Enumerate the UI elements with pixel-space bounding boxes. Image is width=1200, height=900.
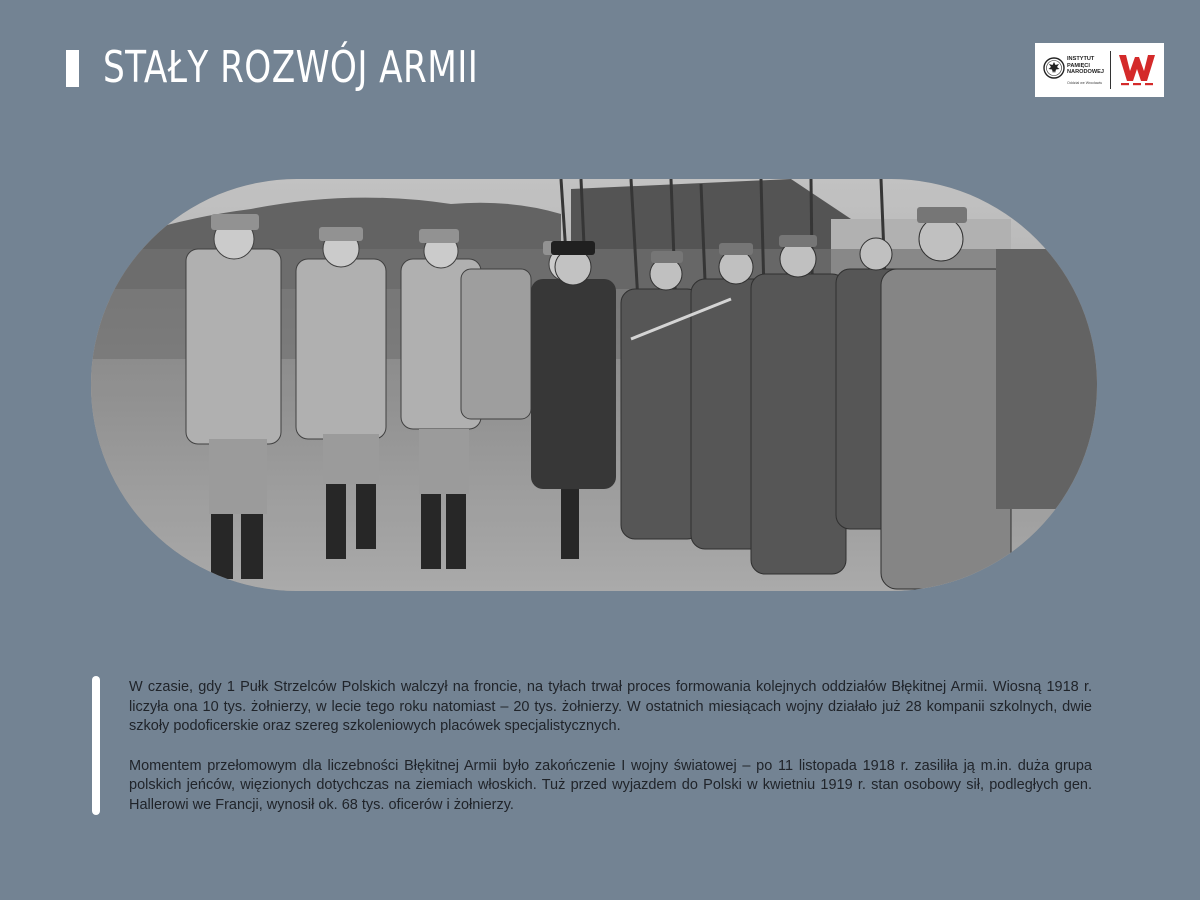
paragraph-2: Momentem przełomowym dla liczebności Błękitnej Armii było zakończenie I wojny światowej – po 11 listopada 1918 r. zasiliła ją m.in. duża grupa polskich jeńców, więzionych dotychczas na ziemiach włoskich. Tuż przed wyjazdem do Polski w kwietniu 1919 r. stan osobowy sił, podległych gen. Hallerowi we Francji, wynosił ok. 68 tys. oficerów i żołnierzy. [129,757,1092,813]
eagle-icon [1043,57,1065,79]
text-accent-bar [92,676,100,815]
ipn-name: INSTYTUT PAMIĘCI NARODOWEJ [1067,56,1104,75]
ipn-branch: Oddział we Wrocławiu [1067,81,1103,85]
ipn-logo [1035,43,1164,97]
page-title: STAŁY ROZWÓJ ARMII [103,42,479,93]
w-anniversary-icon [1117,51,1157,89]
body-text [129,678,1092,835]
paragraph-1: W czasie, gdy 1 Pułk Strzelców Polskich walczył na froncie, na tyłach trwał proces formowania kolejnych oddziałów Błękitnej Armii. Wiosną 1918 r. liczyła ona 10 tys. żołnierzy, w lecie tego roku natomiast – 20 tys. żołnierzy. W ostatnich miesiącach wojny działało już 28 kompanii szkolnych, dwie szkoły podoficerskie oraz szereg szkoleniowych placówek specjalistycznych. [129,679,1092,734]
historical-photo [91,179,1097,591]
historical-photo-soldiers-inspection [91,179,1097,591]
logo-divider [1110,51,1111,89]
title-accent-bar [66,50,79,87]
